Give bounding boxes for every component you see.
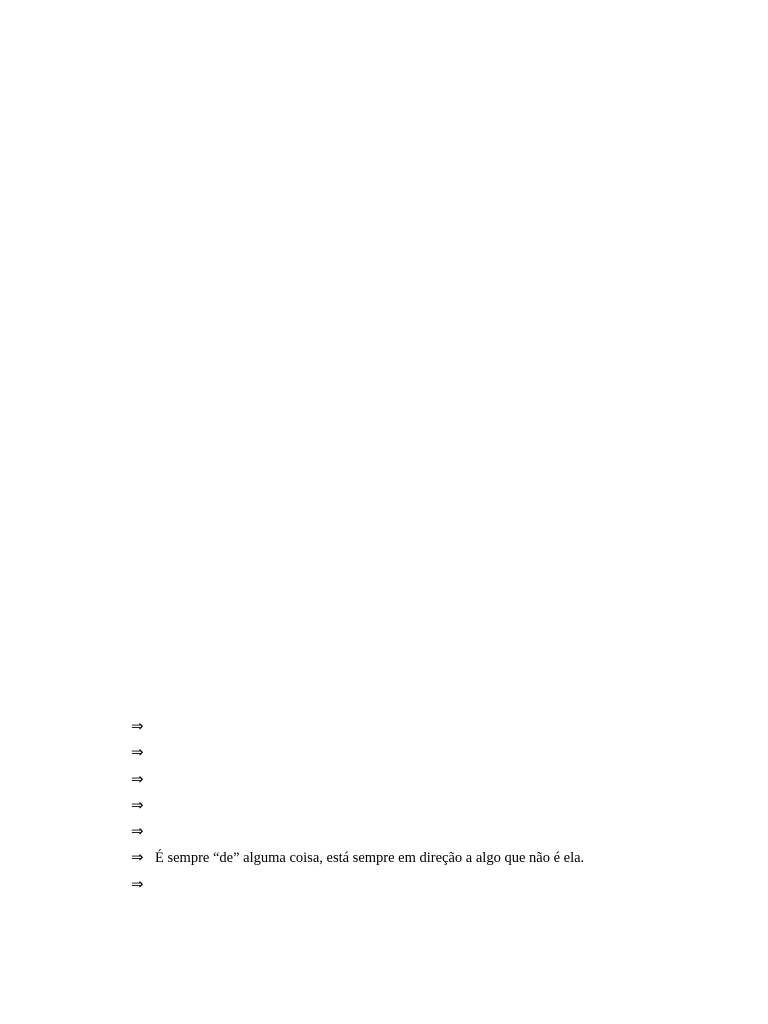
- double-arrow-icon: ⇒: [131, 769, 144, 788]
- list-item: [131, 766, 584, 792]
- double-arrow-icon: ⇒: [131, 743, 144, 762]
- list-item: [131, 871, 584, 897]
- double-arrow-icon: ⇒: [131, 795, 144, 814]
- double-arrow-icon: ⇒: [131, 717, 144, 735]
- list-item-text: É sempre “de” alguma coisa, está sempre em direção a algo que não é ela.: [155, 850, 585, 867]
- list-item: [131, 739, 584, 765]
- list-item: [131, 844, 584, 870]
- double-arrow-icon: ⇒: [131, 874, 144, 893]
- list-item: [131, 713, 584, 739]
- list-item: [131, 818, 584, 844]
- double-arrow-icon: ⇒: [131, 822, 144, 841]
- bullet-list: [131, 713, 584, 897]
- list-item: [131, 792, 584, 818]
- double-arrow-icon: ⇒: [131, 848, 144, 867]
